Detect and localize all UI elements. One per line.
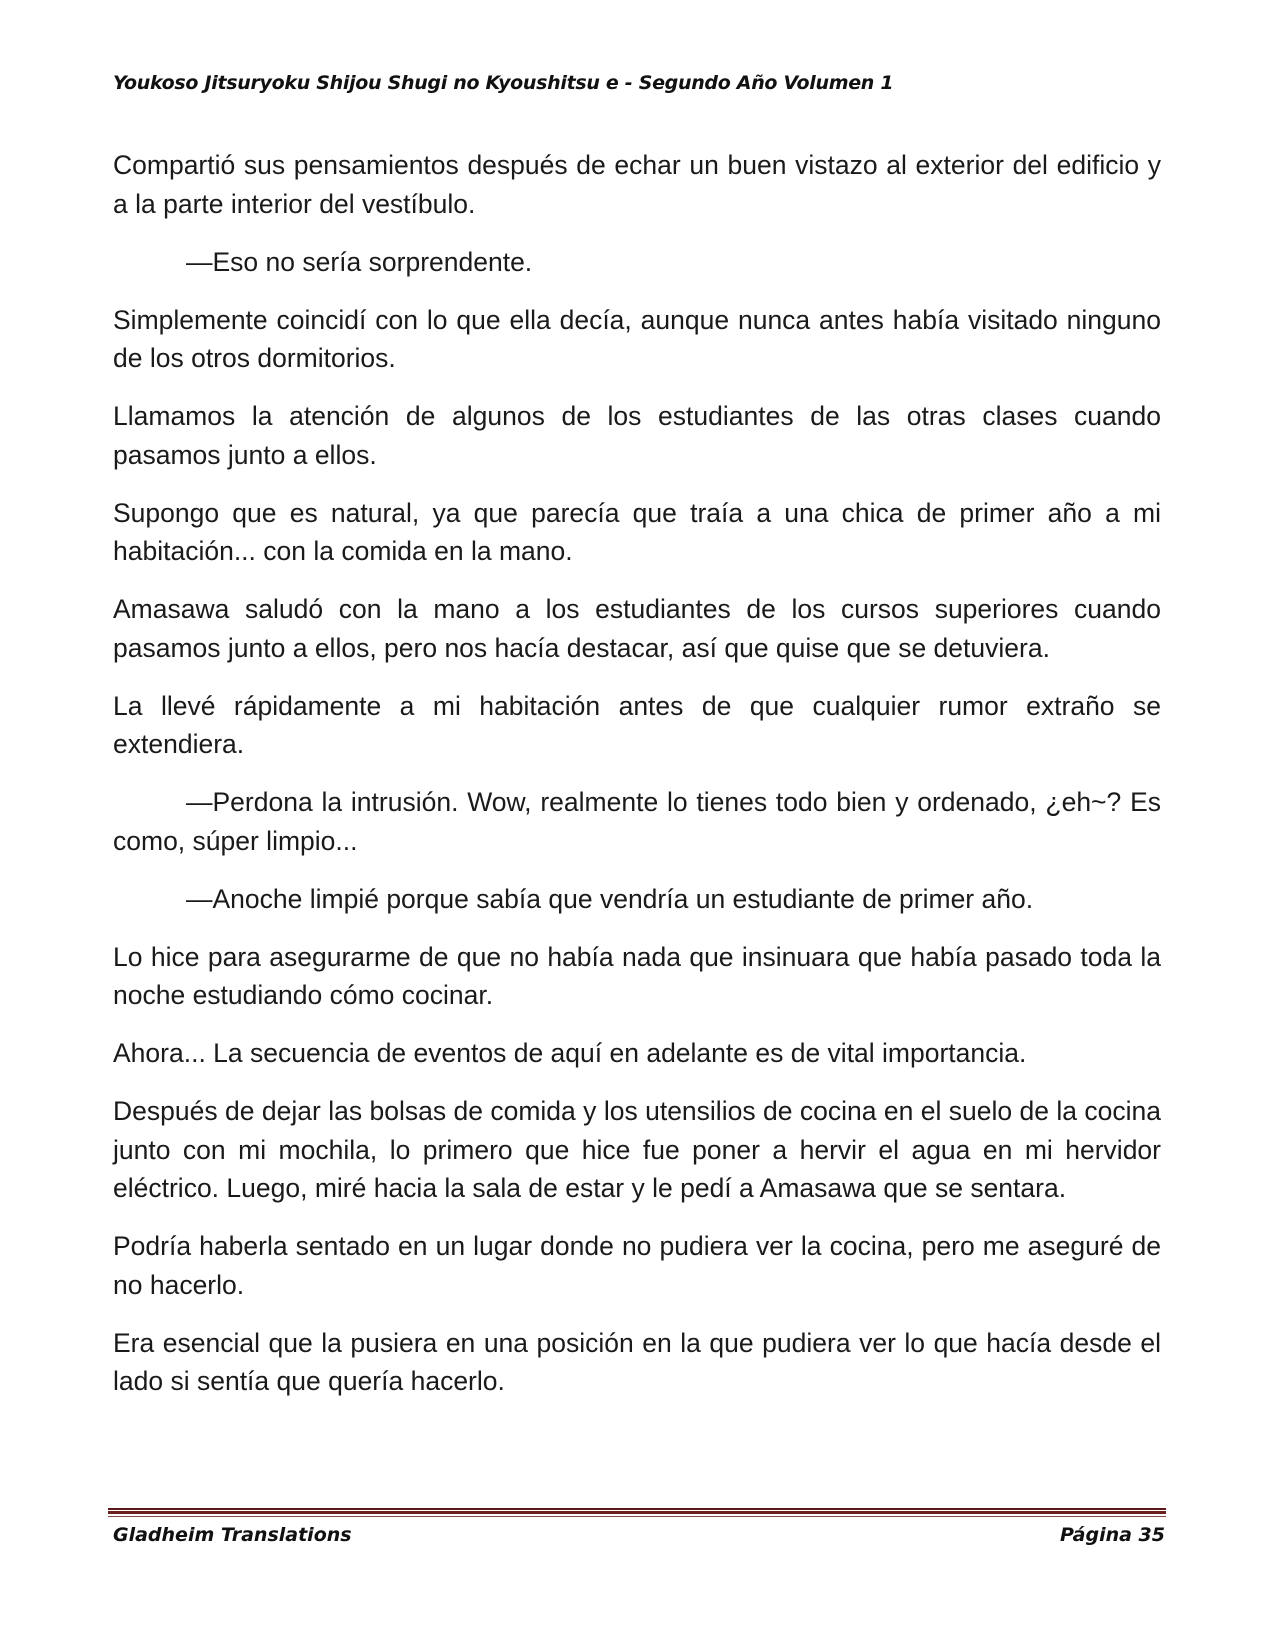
paragraph: Ahora... La secuencia de eventos de aquí en adelante es de vital importancia. <box>113 1038 1027 1068</box>
paragraph: Supongo que es natural, ya que parecía que traía a una chica de primer año a mi habitación... con la comida en la mano. <box>113 497 1161 566</box>
page-body <box>113 146 1161 1420</box>
paragraph: Después de dejar las bolsas de comida y los utensilios de cocina en el suelo de la cocina junto con mi mochila, lo primero que hice fue poner a hervir el agua en mi hervidor eléctrico. Luego, miré hacia la sala de estar y le pedí a Amasawa que se sentara. <box>113 1096 1161 1203</box>
dialogue-line: —Perdona la intrusión. Wow, realmente lo tienes todo bien y ordenado, ¿eh~? Es como, súper limpio... <box>113 787 1161 856</box>
footer-divider-thin <box>108 1516 1166 1517</box>
footer-page-number: Página 35 <box>1059 1524 1165 1546</box>
dialogue-line: —Eso no sería sorprendente. <box>186 246 533 277</box>
paragraph: Era esencial que la pusiera en una posición en la que pudiera ver lo que hacía desde el lado si sentía que quería hacerlo. <box>113 1327 1161 1396</box>
paragraph: Compartió sus pensamientos después de echar un buen vistazo al exterior del edificio y a la parte interior del vestíbulo. <box>113 150 1161 219</box>
paragraph: Podría haberla sentado en un lugar donde no pudiera ver la cocina, pero me aseguré de no hacerlo. <box>113 1231 1161 1300</box>
paragraph: La llevé rápidamente a mi habitación antes de que cualquier rumor extraño se extendiera. <box>113 690 1161 759</box>
paragraph: Lo hice para asegurarme de que no había nada que insinuara que había pasado toda la noche estudiando cómo cocinar. <box>113 941 1161 1010</box>
page-header-title: Youkoso Jitsuryoku Shijou Shugi no Kyoushitsu e - Segundo Año Volumen 1 <box>113 72 894 94</box>
dialogue-line: —Anoche limpié porque sabía que vendría un estudiante de primer año. <box>186 883 1034 914</box>
paragraph: Llamamos la atención de algunos de los estudiantes de las otras clases cuando pasamos junto a ellos. <box>113 401 1161 470</box>
footer-divider <box>108 1508 1166 1514</box>
paragraph: Simplemente coincidí con lo que ella decía, aunque nunca antes había visitado ninguno de los otros dormitorios. <box>113 304 1161 373</box>
paragraph: Amasawa saludó con la mano a los estudiantes de los cursos superiores cuando pasamos junto a ellos, pero nos hacía destacar, así que quise que se detuviera. <box>113 594 1161 663</box>
footer-translator: Gladheim Translations <box>113 1524 352 1546</box>
